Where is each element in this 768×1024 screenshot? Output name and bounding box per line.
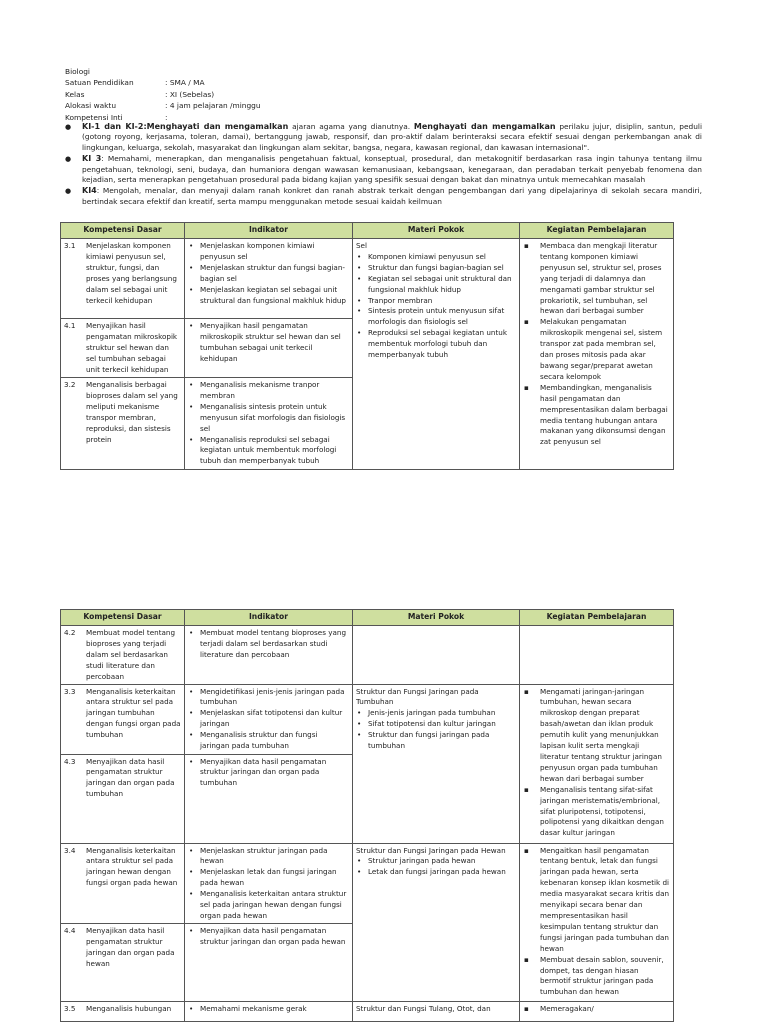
syllabus-table-2	[60, 609, 674, 1022]
kd-cell: 4.2 Membuat model tentang bioproses yang terjadi dalam sel berdasarkan studi literature dan percobaan	[61, 626, 185, 685]
indikator-cell: • Menganalisis mekanisme tranpor membran • Menganalisis sintesis protein untuk menyusun sifat morfologis dan fisiologis sel • Menganalisis reproduksi sel sebagai kegiatan untuk membentuk morfologi tubuh dan memperbanyak tubuh	[185, 378, 353, 470]
kompetensi-inti-list	[65, 122, 702, 208]
syllabus-table-1	[60, 222, 674, 470]
ki-item: ● KI-1 dan KI-2:Menghayati dan mengamalkan ajaran agama yang dianutnya. Menghayati dan mengamalkan perilaku jujur, disiplin, santun, peduli (gotong royong, kerjasama, toleran, damai), bertanggung jawab, responsif, dan pro-aktif dalam berinteraksi secara efektif sesuai dengan perkembangan anak di lingkungan, keluarga, sekolah, masyarakat dan lingkungan alam sekitar, bangsa, negara, kawasan regional, dan kawasan internasional".	[65, 122, 702, 153]
table-header-row	[61, 223, 674, 239]
column-header: Indikator	[185, 223, 353, 239]
ki-item: ● KI4: Mengolah, menalar, dan menyaji dalam ranah konkret dan ranah abstrak terkait dengan pengembangan dari yang dipelajarinya di sekolah secara mandiri, bertindak secara efektif dan kreatif, serta mampu menggunakan metode sesuai kaidah keilmuan	[65, 186, 702, 207]
table-row	[61, 843, 674, 923]
kegiatan-cell	[520, 626, 674, 685]
kd-cell: 4.1 Menyajikan hasil pengamatan mikroskopik struktur sel hewan dan sel tumbuhan sebagai unit terkecil kehidupan	[61, 319, 185, 378]
column-header: Kegiatan Pembelajaran	[520, 610, 674, 626]
kegiatan-cell: ▪ Mengaitkan hasil pengamatan tentang bentuk, letak dan fungsi jaringan pada hewan, serta kebenaran konsep iklan kosmetik di media masyarakat secara kritis dan menyikapi secara benar dan mempresentasikan hasil kesimpulan tentang struktur dan fungsi jaringan pada tumbuhan dan hewan ▪ Membuat desain sablon, souvenir, dompet, tas dengan hiasan bermotif struktur jaringan pada tumbuhan dan hewan	[520, 843, 674, 1001]
indikator-cell: • Menyajikan data hasil pengamatan struktur jaringan dan organ pada hewan	[185, 923, 353, 1001]
indikator-cell: • Menyajikan hasil pengamatan mikroskopik struktur sel hewan dan sel tumbuhan sebagai unit terkecil kehidupan	[185, 319, 353, 378]
kd-cell: 4.3 Menyajikan data hasil pengamatan struktur jaringan dan organ pada tumbuhan	[61, 754, 185, 843]
kd-cell: 3.5 Menganalisis hubungan	[61, 1001, 185, 1021]
column-header: Indikator	[185, 610, 353, 626]
indikator-cell: • Menjelaskan komponen kimiawi penyusun sel • Menjelaskan struktur dan fungsi bagian-bagian sel • Menjelaskan kegiatan sel sebagai unit struktural dan fungsional makhluk hidup	[185, 239, 353, 319]
header-row: Alokasi waktu : 4 jam pelajaran /minggu	[65, 101, 261, 111]
kd-cell: 3.2 Menganalisis berbagai bioproses dalam sel yang meliputi mekanisme transpor membran, reproduksi, dan sistesis protein	[61, 378, 185, 470]
table-row	[61, 684, 674, 754]
materi-cell: Struktur dan Fungsi Tulang, Otot, dan	[353, 1001, 520, 1021]
document-header	[65, 66, 261, 123]
header-row: Kompetensi Inti :	[65, 112, 168, 122]
indikator-cell: • Membuat model tentang bioproses yang terjadi dalam sel berdasarkan studi literature dan percobaan	[185, 626, 353, 685]
column-header: Kegiatan Pembelajaran	[520, 223, 674, 239]
column-header: Kompetensi Dasar	[61, 610, 185, 626]
table-row	[61, 1001, 674, 1021]
kd-cell: 3.4 Menganalisis keterkaitan antara struktur sel pada jaringan hewan dengan fungsi organ pada hewan	[61, 843, 185, 923]
subject-title: Biologi	[65, 67, 90, 76]
column-header: Materi Pokok	[353, 610, 520, 626]
materi-cell: Sel • Komponen kimiawi penyusun sel • Struktur dan fungsi bagian-bagian sel • Kegiatan sel sebagai unit struktural dan fungsional makhluk hidup • Tranpor membran • Sintesis protein untuk menyusun sifat morfologis dan fisiologis sel • Reproduksi sel sebagai kegiatan untuk membentuk morfologi tubuh dan memperbanyak tubuh	[353, 239, 520, 470]
kegiatan-cell: ▪ Membaca dan mengkaji literatur tentang komponen kimiawi penyusun sel, struktur sel, proses yang terjadi di dalamnya dan mengamati gambar struktur sel prokariotik, sel tumbuhan, sel hewan dari berbagai sumber ▪ Melakukan pengamatan mikroskopik mengenai sel, sistem transpor zat pada membran sel, dan proses mitosis pada akar bawang segar/preparat awetan secara kelompok ▪ Membandingkan, menganalisis hasil pengamatan dan mempresentasikan dalam berbagai media tentang hubungan antara makanan yang dikonsumsi dengan zat penyusun sel	[520, 239, 674, 470]
materi-cell: Struktur dan Fungsi Jaringan pada Hewan • Struktur jaringan pada hewan • Letak dan fungsi jaringan pada hewan	[353, 843, 520, 1001]
kd-cell: 4.4 Menyajikan data hasil pengamatan struktur jaringan dan organ pada hewan	[61, 923, 185, 1001]
materi-cell: Struktur dan Fungsi Jaringan pada Tumbuhan • Jenis-jenis jaringan pada tumbuhan • Sifat totipotensi dan kultur jaringan • Struktur dan fungsi jaringan pada tumbuhan	[353, 684, 520, 843]
table-row	[61, 239, 674, 319]
table-row	[61, 626, 674, 685]
indikator-cell: • Menyajikan data hasil pengamatan struktur jaringan dan organ pada tumbuhan	[185, 754, 353, 843]
kegiatan-cell: ▪ Memeragakan/	[520, 1001, 674, 1021]
indikator-cell: • Mengidetifikasi jenis-jenis jaringan pada tumbuhan • Menjelaskan sifat totipotensi dan kultur jaringan • Menganalisis struktur dan fungsi jaringan pada tumbuhan	[185, 684, 353, 754]
header-row: Kelas : XI (Sebelas)	[65, 89, 215, 99]
ki-item: ● KI 3: Memahami, menerapkan, dan menganalisis pengetahuan faktual, konseptual, prosedural, dan metakognitif berdasarkan rasa ingin tahunya tentang ilmu pengetahuan, teknologi, seni, budaya, dan humaniora dengan wawasan kemanusiaan, kebangsaan, kenegaraan, dan peradaban terkait penyebab fenomena dan kejadian, serta menerapkan pengetahuan prosedural pada bidang kajian yang spesifik sesuai dengan bakat dan minatnya untuk memecahkan masalah	[65, 154, 702, 185]
column-header: Kompetensi Dasar	[61, 223, 185, 239]
kd-cell: 3.1 Menjelaskan komponen kimiawi penyusun sel, struktur, fungsi, dan proses yang berlangsung dalam sel sebagai unit terkecil kehidupan	[61, 239, 185, 319]
header-row: Satuan Pendidikan : SMA / MA	[65, 78, 205, 88]
column-header: Materi Pokok	[353, 223, 520, 239]
indikator-cell: • Memahami mekanisme gerak	[185, 1001, 353, 1021]
table-header-row	[61, 610, 674, 626]
kd-cell: 3.3 Menganalisis keterkaitan antara struktur sel pada jaringan tumbuhan dengan fungsi organ pada tumbuhan	[61, 684, 185, 754]
materi-cell	[353, 626, 520, 685]
indikator-cell: • Menjelaskan struktur jaringan pada hewan • Menjelaskan letak dan fungsi jaringan pada hewan • Menganalisis keterkaitan antara struktur sel pada jaringan hewan dengan fungsi organ pada hewan	[185, 843, 353, 923]
kegiatan-cell: ▪ Mengamati jaringan-jaringan tumbuhan, hewan secara mikroskop dengan preparat basah/awetan dan iklan produk pemutih kulit yang menunjukkan lapisan kulit serta mengkaji literatur tentang struktur jaringan penyusun organ pada tumbuhan hewan dari berbagai sumber ▪ Menganalisis tentang sifat-sifat jaringan meristematis/embrional, sifat pluripotensi, totipotensi, polipotensi yang dikaitkan dengan dasar kultur jaringan	[520, 684, 674, 843]
